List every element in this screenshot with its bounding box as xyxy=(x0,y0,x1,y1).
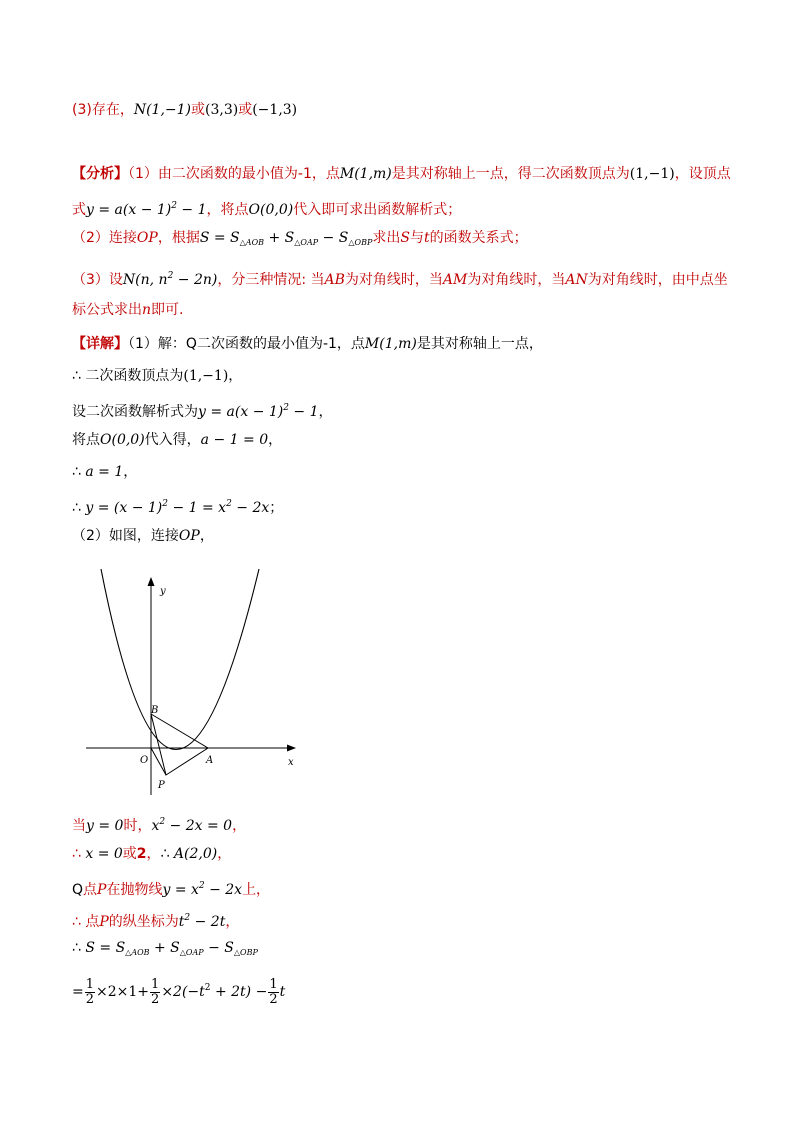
exponent: 2 xyxy=(171,201,177,211)
point-n xyxy=(123,272,217,288)
eq-part: − 1 xyxy=(288,404,319,420)
area-formula xyxy=(200,230,373,246)
therefore-symbol: ∴ xyxy=(160,846,174,862)
segment-op: OP xyxy=(178,528,200,544)
segment-op: OP xyxy=(136,230,158,246)
eq-part: t xyxy=(178,914,185,930)
eq-part: y = (x − 1) xyxy=(85,500,163,516)
subscript: △AOB xyxy=(239,238,265,247)
point-a: A(2,0) xyxy=(173,846,218,862)
analysis-text: （3）设 xyxy=(72,272,123,288)
parabola-figure xyxy=(82,565,312,800)
detail-line-5 xyxy=(72,462,137,482)
analysis-line-4 xyxy=(72,266,728,290)
detail-text: 设二次函数解析式为 xyxy=(72,404,198,420)
eq-part: − 2n) xyxy=(173,272,218,288)
therefore-symbol: ∴ xyxy=(72,940,86,956)
lower-text: ， xyxy=(146,846,161,862)
var-t: t xyxy=(423,230,430,246)
detail-text: ∴ xyxy=(72,464,86,480)
point-o: O(0,0) xyxy=(248,202,294,218)
detail-text: ； xyxy=(269,500,284,516)
eq-part: − 1 = x xyxy=(168,500,227,516)
point-p: P xyxy=(99,914,109,930)
equation: y = 0 xyxy=(86,818,124,834)
point-p: P xyxy=(97,882,107,898)
segment-am: AM xyxy=(442,272,468,288)
analysis-text: 求出 xyxy=(372,230,401,246)
numerator: 1 xyxy=(269,976,278,992)
analysis-line-3 xyxy=(72,228,528,253)
lower-text: 上， xyxy=(242,882,271,898)
analysis-line-5 xyxy=(72,300,183,320)
lower-text: ∴ 点 xyxy=(72,914,100,930)
lower-line-6 xyxy=(72,972,285,1008)
because-symbol: Q xyxy=(72,882,84,898)
eq-part: + S xyxy=(149,940,180,956)
subscript: △OBP xyxy=(233,948,258,957)
subscript: △OAP xyxy=(179,948,204,957)
detail-line-2 xyxy=(72,366,242,386)
eq-part: x xyxy=(151,818,160,834)
analysis-text: 即可. xyxy=(151,302,184,318)
equation: a = 1 xyxy=(85,464,124,480)
fraction-half xyxy=(150,978,160,1007)
equals-sign: = xyxy=(72,984,84,1000)
detail-text: ∴ 二次函数顶点为 xyxy=(72,368,184,384)
lower-line-4 xyxy=(72,908,239,932)
segment-op xyxy=(151,748,166,775)
analysis-text: ，设顶点 xyxy=(674,166,731,182)
lower-line-5 xyxy=(72,938,258,963)
exponent: 2 xyxy=(226,499,232,509)
fraction-half xyxy=(85,978,95,1007)
denominator: 2 xyxy=(269,991,278,1007)
y-axis-label: y xyxy=(160,586,166,597)
eq-part: S = S xyxy=(199,230,240,246)
detail-text: ， xyxy=(228,368,243,384)
eq-part: y = a(x − 1) xyxy=(86,202,172,218)
exponent: 2 xyxy=(198,881,205,891)
eq-part: ×2×1+ xyxy=(96,984,150,1000)
eq-part: − S xyxy=(203,940,234,956)
analysis-text: 为对角线时，当 xyxy=(344,272,443,288)
exponent: 2 xyxy=(162,499,168,509)
point-n2: (3,3) xyxy=(205,102,239,118)
var-n: n xyxy=(142,302,152,318)
numerator: 1 xyxy=(151,976,160,992)
detail-text: 代入得， xyxy=(144,432,201,448)
lower-text: ， xyxy=(225,914,240,930)
analysis-text: ，将点 xyxy=(206,202,249,218)
equation xyxy=(85,500,269,516)
subscript: △AOB xyxy=(125,948,150,957)
detail-line-7 xyxy=(72,526,214,546)
point-m: M(1,m) xyxy=(364,336,417,352)
exponent: 2 xyxy=(184,913,191,923)
eq-part: ×2(−t xyxy=(161,984,205,1000)
segment-ab: AB xyxy=(324,272,345,288)
analysis-text: （1）由二次函数的最小值为-1，点 xyxy=(128,166,340,182)
lower-line-1 xyxy=(72,812,246,836)
equation: x = 0 xyxy=(85,846,123,862)
point-n1: N(1,−1) xyxy=(133,102,192,118)
analysis-tag: 【分析】 xyxy=(72,166,128,182)
detail-text: ， xyxy=(123,464,138,480)
equation: a − 1 = 0 xyxy=(200,432,269,448)
eq-part: − 2x xyxy=(231,500,270,516)
lower-text: 的纵坐标为 xyxy=(108,914,179,930)
fraction-half xyxy=(268,978,278,1007)
detail-text: ∴ xyxy=(72,500,86,516)
y-axis-arrow xyxy=(148,577,155,586)
lower-text: ， xyxy=(217,846,232,862)
x-axis-arrow xyxy=(287,745,296,752)
analysis-text: 式 xyxy=(72,202,86,218)
eq-part: t xyxy=(279,984,286,1000)
area-formula xyxy=(85,940,258,956)
point-b-label: B xyxy=(151,705,159,716)
point-n3: (−1,3) xyxy=(252,102,298,118)
analysis-text: ，分三种情况: 当 xyxy=(217,272,325,288)
detail-text: 将点 xyxy=(72,432,100,448)
or-text: 或 xyxy=(191,102,206,118)
detail-text: ， xyxy=(318,404,333,420)
lower-text: 点 xyxy=(83,882,98,898)
part3-label: (3)存在， xyxy=(72,102,134,118)
eq-part: − 2t xyxy=(190,914,226,930)
equation xyxy=(151,818,232,834)
analysis-text: 代入即可求出函数解析式； xyxy=(293,202,462,218)
eq-part: − S xyxy=(318,230,349,246)
vertex: (1,−1) xyxy=(183,368,229,384)
exponent: 2 xyxy=(167,271,174,281)
denominator: 2 xyxy=(151,991,160,1007)
detail-text: 是其对称轴上一点， xyxy=(416,336,543,352)
analysis-line-2 xyxy=(72,196,461,220)
detail-text: （1）解： xyxy=(128,336,186,352)
eq-part: y = a(x − 1) xyxy=(198,404,284,420)
vertex: (1,−1) xyxy=(629,166,675,182)
point-m: M(1,m) xyxy=(339,166,392,182)
detail-tag: 【详解】 xyxy=(72,336,128,352)
var-s: S xyxy=(400,230,410,246)
segment-an: AN xyxy=(565,272,588,288)
expression xyxy=(179,914,226,930)
detail-text: ， xyxy=(199,528,214,544)
lower-text: 时， xyxy=(123,818,152,834)
lower-line-2 xyxy=(72,844,231,864)
lower-text: ， xyxy=(232,818,247,834)
eq-part: y = x xyxy=(162,882,199,898)
lower-text: 当 xyxy=(72,818,86,834)
eq-part: N(n, n xyxy=(122,272,168,288)
detail-text: 二次函数的最小值为-1，点 xyxy=(196,336,365,352)
subscript: △OAP xyxy=(294,238,319,247)
denominator: 2 xyxy=(85,991,95,1007)
eq-part: + 2t) − xyxy=(210,984,268,1000)
exponent: 2 xyxy=(283,403,289,413)
lower-line-3 xyxy=(72,876,270,900)
point-a-label: A xyxy=(206,755,214,766)
eq-part: − 2x = 0 xyxy=(165,818,233,834)
analysis-text: 为对角线时，由中点坐 xyxy=(587,272,728,288)
analysis-text: 与 xyxy=(409,230,424,246)
lower-text: 在抛物线 xyxy=(106,882,163,898)
equation xyxy=(162,882,242,898)
exponent: 2 xyxy=(159,817,166,827)
eq-part: + S xyxy=(264,230,295,246)
detail-line-1 xyxy=(72,334,543,354)
triangle-segments xyxy=(151,714,208,775)
analysis-text: 的函数关系式； xyxy=(429,230,528,246)
eq-part: − 2x xyxy=(204,882,243,898)
eq-part: − 1 xyxy=(176,202,207,218)
vertex-form xyxy=(86,202,207,218)
analysis-text: 是其对称轴上一点，得二次函数顶点为 xyxy=(391,166,630,182)
subscript: △OBP xyxy=(348,238,373,247)
root-value: 2 xyxy=(136,846,147,862)
vertex-form xyxy=(198,404,319,420)
point-o: O(0,0) xyxy=(100,432,145,448)
detail-line-6 xyxy=(72,494,283,518)
exponent: 2 xyxy=(204,983,211,993)
x-axis-label: x xyxy=(288,757,294,768)
analysis-text: （2）连接 xyxy=(72,230,137,246)
part3-answer xyxy=(72,100,297,120)
analysis-text: 为对角线时，当 xyxy=(467,272,566,288)
analysis-text: ，根据 xyxy=(157,230,200,246)
detail-text: ， xyxy=(268,432,283,448)
or-text: 或 xyxy=(238,102,253,118)
because-symbol: Q xyxy=(185,336,197,352)
analysis-text: 标公式求出 xyxy=(72,302,142,318)
lower-text: 或 xyxy=(122,846,137,862)
detail-line-4 xyxy=(72,430,282,450)
point-p-label: P xyxy=(158,780,165,791)
analysis-line-1 xyxy=(72,164,731,184)
numerator: 1 xyxy=(85,976,95,992)
detail-line-3 xyxy=(72,398,333,422)
origin-label: O xyxy=(140,755,149,766)
detail-text: （2）如图，连接 xyxy=(72,528,179,544)
parabola-curve xyxy=(101,569,259,750)
lower-text: ∴ xyxy=(72,846,86,862)
eq-part: S = S xyxy=(85,940,126,956)
